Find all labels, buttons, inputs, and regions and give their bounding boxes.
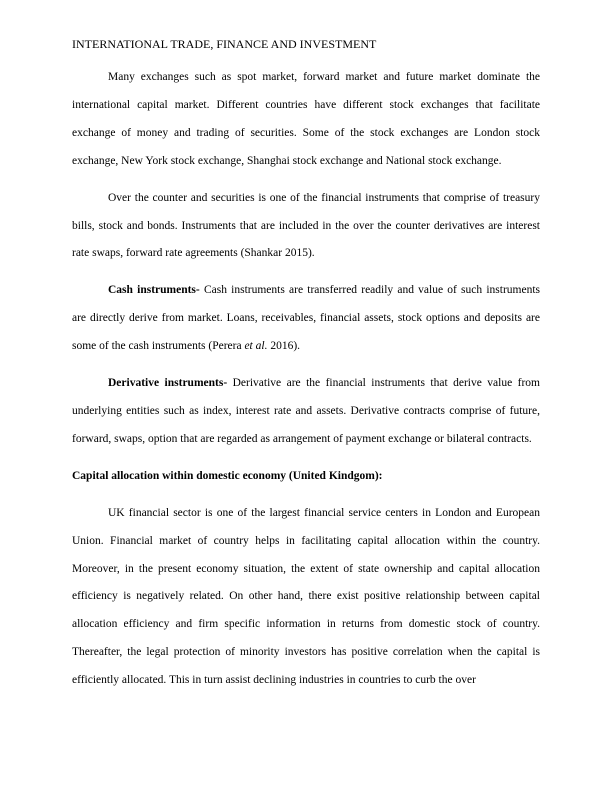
section-heading: Capital allocation within domestic economy (United Kindgom): [72, 469, 383, 482]
cash-instruments-text: Cash instruments are transferred readily and value of such instruments are directly derive from market. Loans, receivables, financial assets, stock options and deposits are some of the cash instruments (Perera [72, 284, 541, 353]
paragraph-derivative-instruments [72, 370, 540, 454]
term-cash-instruments: Cash instruments- [108, 284, 200, 297]
paragraph-exchanges: Many exchanges such as spot market, forward market and future market dominate the international capital market. Different countries have different stock exchanges that facilitate exchange of money and trading of securities. Some of the stock exchanges are London stock exchange, New York stock exchange, Shanghai stock exchange and National stock exchange. [72, 71, 540, 167]
running-header: INTERNATIONAL TRADE, FINANCE AND INVESTMENT [72, 37, 377, 51]
citation-year: 2016). [267, 340, 301, 353]
paragraph-cash-instruments [72, 277, 540, 361]
paragraph-uk-financial-sector: UK financial sector is one of the largest financial service centers in London and European Union. Financial market of country helps in facilitating capital allocation within the country. Moreover, in the present economy situation, the extent of state ownership and capital allocation efficiency is negatively related. On other hand, there exist positive relationship between capital allocation efficiency and firm specific information in returns from domestic stock of country. Thereafter, the legal protection of minority investors has positive correlation when the capital is efficiently allocated. This in turn assist declining industries in countries to curb the over [72, 506, 540, 687]
term-derivative-instruments: Derivative instruments- [108, 377, 228, 390]
derivative-instruments-text: Derivative are the financial instruments that derive value from underlying entities such as index, interest rate and assets. Derivative contracts comprise of future, forward, swaps, option that are regarded as arrangement of payment exchange or bilateral contracts. [72, 377, 540, 445]
paragraph-over-the-counter: Over the counter and securities is one of the financial instruments that comprise of treasury bills, stock and bonds. Instruments that are included in the over the counter derivatives are interest rate swaps, forward rate agreements (Shankar 2015). [72, 191, 540, 260]
body-text [72, 64, 540, 695]
citation-et-al: et al. [244, 340, 268, 353]
